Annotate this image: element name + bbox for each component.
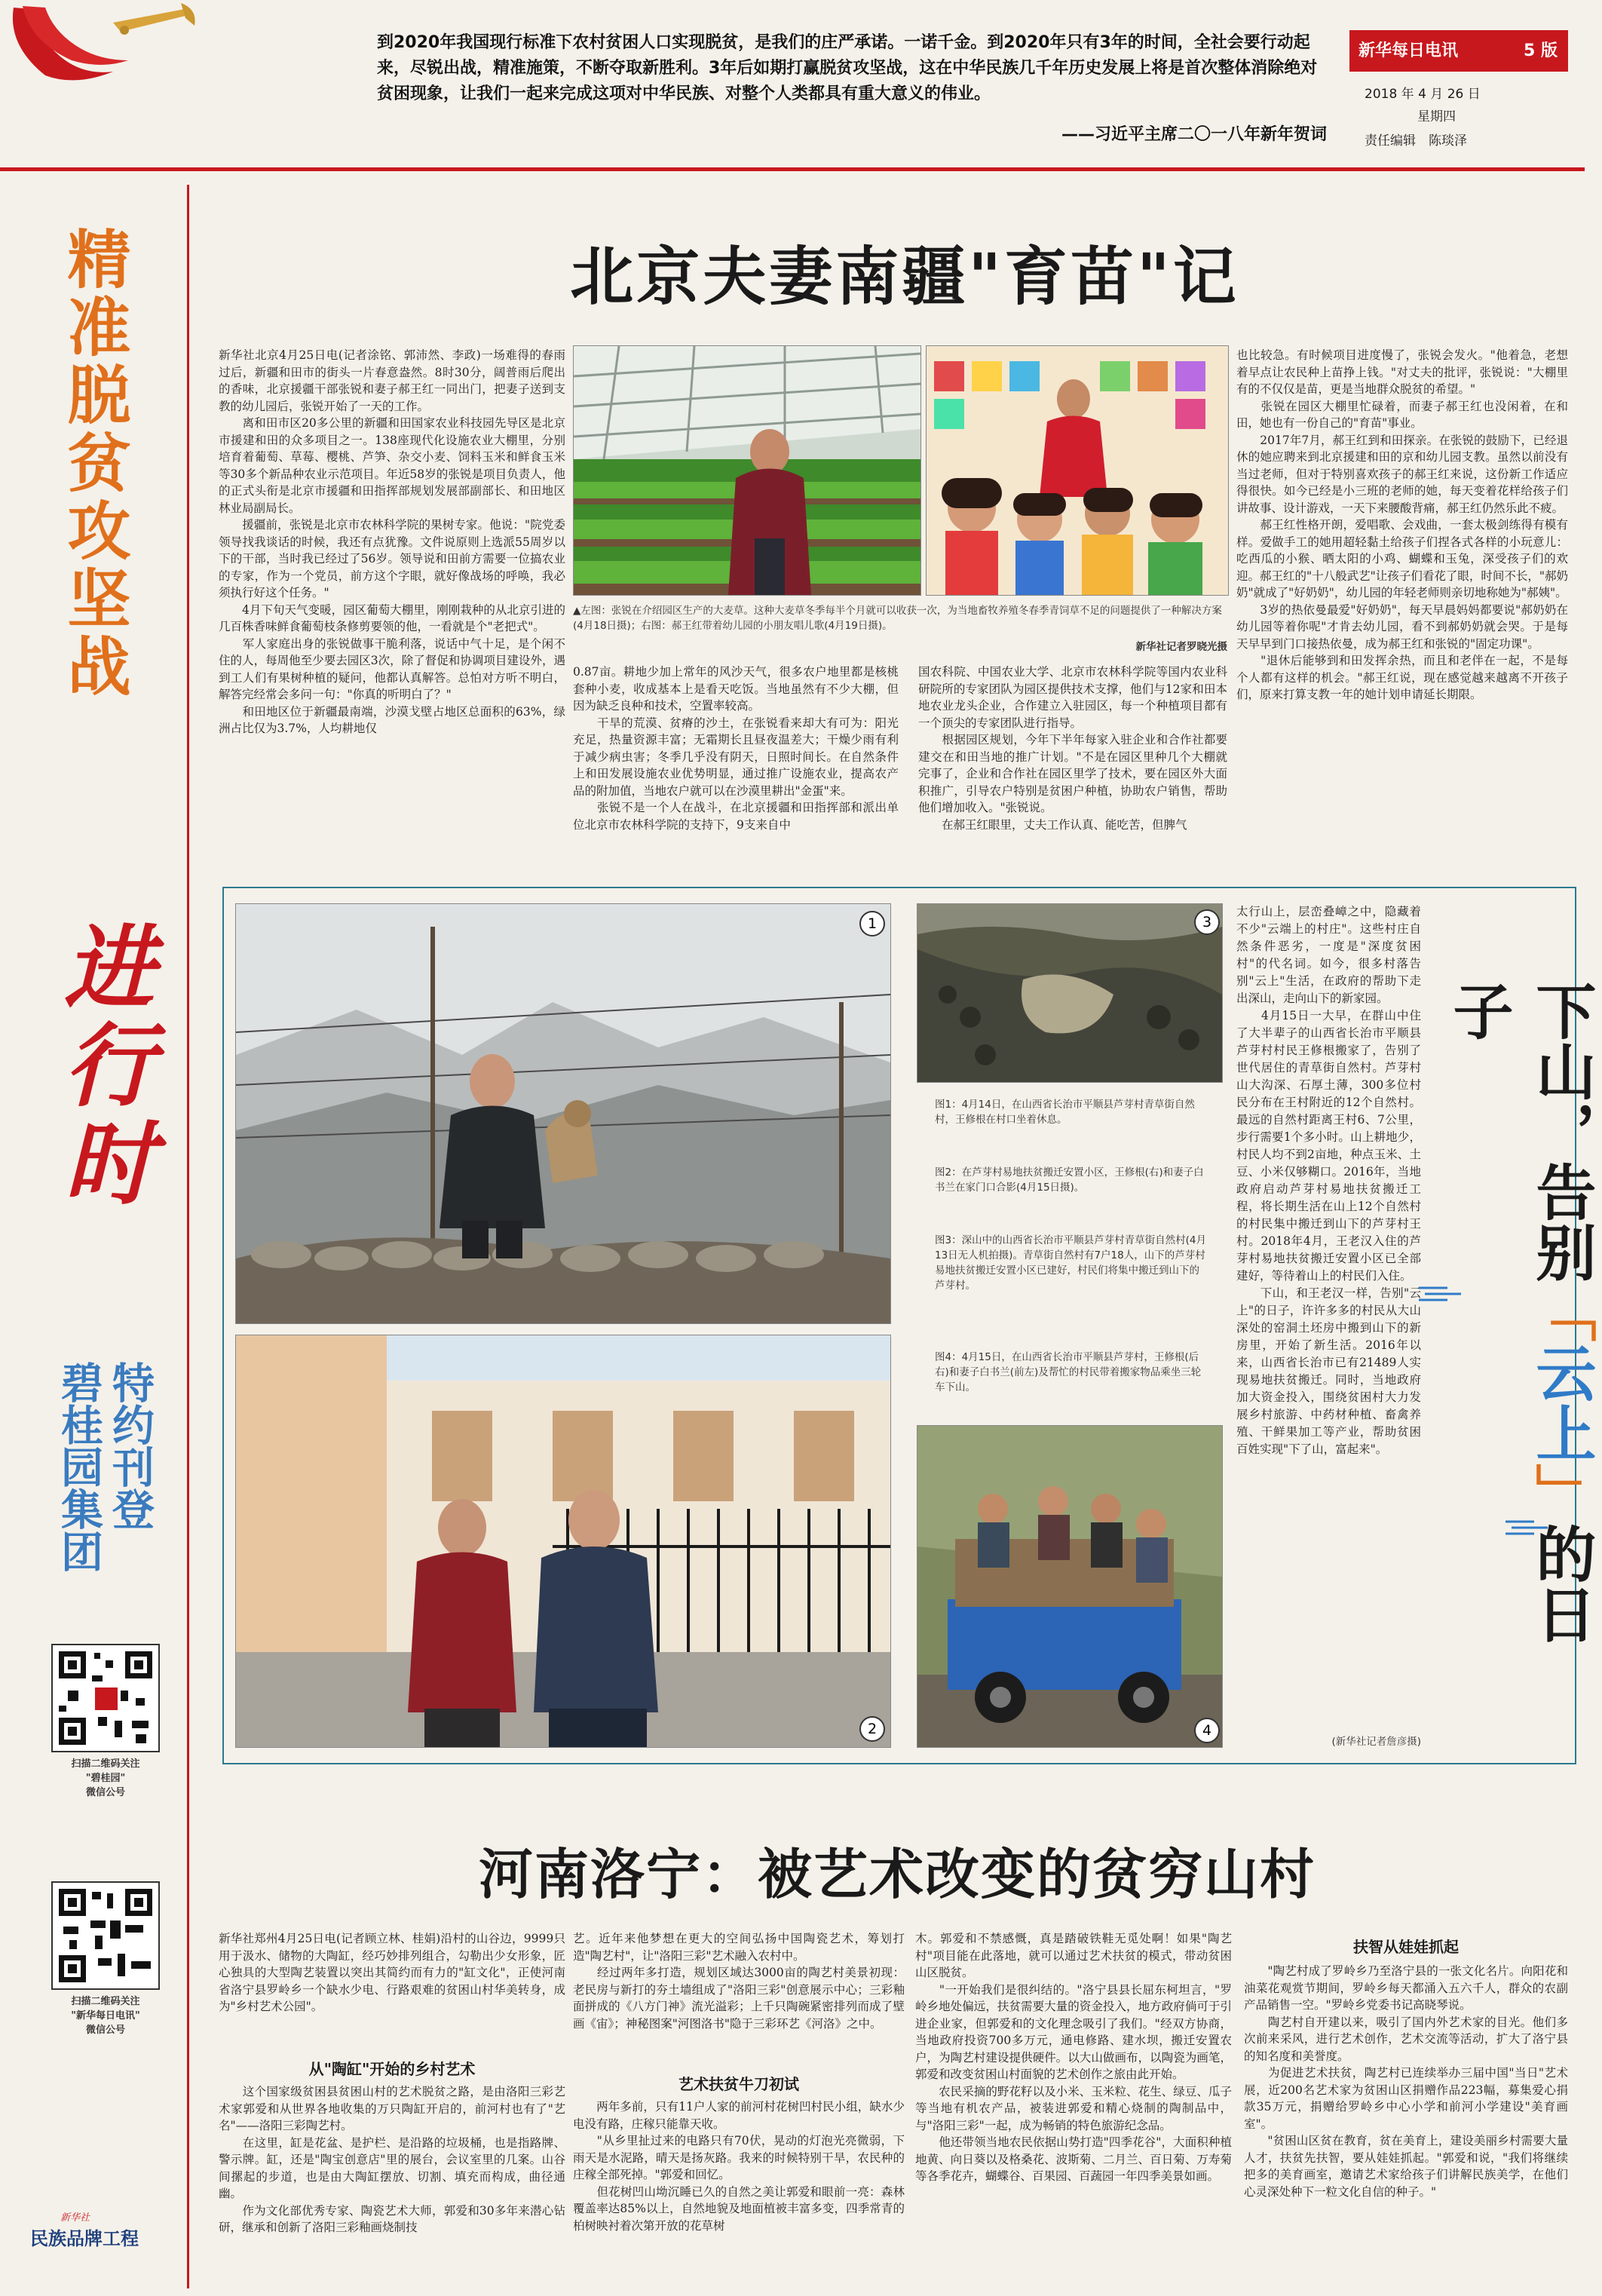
qr-code-2 xyxy=(51,1881,160,1990)
article3-col1-body: 这个国家级贫困县贫困山村的艺术脱贫之路，是由洛阳三彩艺术家郭爱和从世界各地收集的万只陶缸开启的，前河村也有了"艺名"——洛阳三彩陶艺村。 在这里，缸是花盆、是护栏、是沿路的垃圾桶，也是指路牌、警示牌。缸，还是"陶宝创意店"里的展台，会议室里的几案。山谷间摞起的步道，也是由大陶缸摆放、切割、填充而构成，曲径通幽。 作为文化部优秀专家、陶瓷艺术大师，郭爱和30多年来潜心钻研，继承和创新了洛阳三彩釉画烧制技 xyxy=(219,2085,565,2234)
issue-weekday: 星期四 xyxy=(1417,109,1456,124)
article2-badge-2: 2 xyxy=(859,1716,885,1742)
sidebar-red-rule xyxy=(187,185,189,2288)
header-divider xyxy=(0,167,1585,171)
paper-name: 新华每日电讯 xyxy=(1358,41,1459,60)
article2-photo-2 xyxy=(235,1335,891,1748)
sponsor-title: 特约刊登 xyxy=(106,1361,155,1530)
article3-col3: 木。郭爱和不禁感慨，真是踏破铁鞋无觅处啊！如果"陶艺村"项目能在此落地，就可以通过艺术扶贫的模式，带动贫困山区脱贫。 "一开始我们是很纠结的。"洛宁县县长屈东柯坦言，"罗岭乡地处偏远，扶贫需要大量的资金投入，地方政府倘可于引进企业家，但郭爱和的文化理念吸引了我们。"经双方协商，当地政府投资700多万元，通电修路、建水坝，搬迁安置农户，为陶艺村建设提供硬件。以大山做画布，以陶瓷为画笔，郭爱和改变贫困山村面貌的艺术创作之旅由此开始。 农民采摘的野花籽以及小米、玉米粒、花生、绿豆、瓜子等当地有机农产品，被装进郭爱和精心烧制的陶制品中，与"洛阳三彩"一起，成为畅销的特色旅游纪念品。 他还带领当地农民依据山势打造"四季花谷"，大面积种植地黄、向日葵以及格桑花、波斯菊、二月兰、百日菊、万寿菊等各季花卉，蝴蝶谷、百果园、百蔬园一年四季美景如画。 xyxy=(915,1932,1232,2183)
article2-title-bracket-close: 」 xyxy=(1526,1463,1596,1523)
brand-logo-text: 民族品牌工程 xyxy=(30,2228,139,2249)
article3-title: 河南洛宁：被艺术改变的贫穷山村 xyxy=(478,1843,1316,1906)
brand-project-logo xyxy=(30,2209,181,2255)
article2-title-highlight: 云上 xyxy=(1526,1342,1596,1463)
article2-title-bracket-open: 「 xyxy=(1526,1282,1596,1342)
article1-col3: 国农科院、中国农业大学、北京市农林科学院等国内农业科研院所的专家团队为园区提供技术支撑，他们与12家和田本地农业龙头企业，合作建立入驻园区，每一个种植项目都有一个顶尖的专家团队进行指导。 根据园区规划，今年下半年每家入驻企业和合作社都要建交在和田当地的推广计划。"不是在园区里种几个大棚就完事了，企业和合作社在园区里学了技术，要在园区外大面积推广，引导农户特别是贫困户种植，协助农户销售，帮助他们增加收入。"张锐说。 在郝王红眼里，丈夫工作认真、能吃苦，但脾气 xyxy=(918,665,1227,832)
article2-vertical-title xyxy=(1436,980,1596,1697)
article1-photo-credit: 新华社记者罗晓光摄 xyxy=(1135,641,1227,653)
article1-photo-kindergarten xyxy=(926,345,1229,596)
header-quote-source: ——习近平主席二〇一八年新年贺词 xyxy=(1061,125,1327,144)
article3-col1 xyxy=(219,1930,565,2285)
article2-caption-1: 图1：4月14日，在山西省长治市平顺县芦芽村青草街自然村，王修根在村口坐着休息。 xyxy=(935,1099,1195,1126)
article2-body: 太行山上，层峦叠嶂之中，隐藏着不少"云端上的村庄"。这些村庄自然条件恶劣，一度是"深度贫困村"的代名词。如今，很多村落告别"云上"生活，在政府的帮助下走出深山，走向山下的新家园。 4月15日一大早，在群山中住了大半辈子的山西省长治市平顺县芦芽村村民王修根搬家了，告别了世代居住的青草街自然村。芦芽村山大沟深、石厚土薄，300多位村民分布在王村附近的12个自然村。最远的自然村距离王村6、7公里，步行需要1个多小时。山上耕地少，村民人均不到2亩地，种点玉米、土豆、小米仅够糊口。2016年，当地政府启动芦芽村易地扶贫搬迁工程，将长期生活在山上12个自然村的村民集中搬迁到山下的芦芽村王村。2018年4月，王老汉入住的芦芽村易地扶贫搬迁安置小区已全部建好，等待着山上的村民们入住。 下山，和王老汉一样，告别"云上"的日子，许许多多的村民从大山深处的窑洞土坯房中搬到山下的新房里，开始了新生活。2016年以来，山西省长治市已有21489人实现易地扶贫搬迁。同时，当地政府加大资金投入，围绕贫困村大力发展乡村旅游、中药材种植、畜禽养殖、干鲜果加工等产业，帮助贫困百姓实现"下了山，富起来"。 xyxy=(1236,905,1421,1456)
sidebar-main-title: 精准脱贫攻坚战 xyxy=(57,226,131,701)
article2-photo-3 xyxy=(917,903,1223,1083)
article2-caption-3: 图3：深山中的山西省长治市平顺县芦芽村青草街自然村(4月13日无人机拍摄)。青草街自然村有7户18人，山下的芦芽村易地扶贫搬迁安置小区已建好，村民们将集中搬迁到山下的芦芽村。 xyxy=(935,1234,1206,1292)
masthead-ribbon-logo xyxy=(0,0,219,89)
article2-photo-1 xyxy=(235,903,891,1324)
article2-title-part2: 的日子 xyxy=(1443,980,1596,1644)
article2-caption-2: 图2：在芦芽村易地扶贫搬迁安置小区，王修根(右)和妻子白书兰在家门口合影(4月15日摄)。 xyxy=(935,1166,1204,1194)
article1-photo-greenhouse xyxy=(573,345,921,596)
article3-col2 xyxy=(573,1930,905,2285)
article3-subhead-3: 扶智从娃娃抓起 xyxy=(1353,1938,1459,1956)
header-quote xyxy=(377,30,1319,107)
qr-caption-2: 扫描二维码关注 "新华每日电讯" 微信公号 xyxy=(71,1996,140,2036)
issue-date: 2018 年 4 月 26 日 xyxy=(1365,87,1481,102)
article1-col2: 0.87亩。耕地少加上常年的风沙天气，很多农户地里都是核桃套种小麦，收成基本上是看天吃饭。当地虽然有不少大棚，但因为缺乏良种和技术，空置率较高。 干旱的荒漠、贫瘠的沙土，在张锐看来却大有可为：阳光充足，热量资源丰富；无霜期长且昼夜温差大；干燥少雨有利于减少病虫害；冬季几乎没有阴天，日照时间长。在自然条件上和田发展设施农业优势明显，通过推广设施农业，提高农产品的附加值，当地农户就可以在沙漠里耕出"金蛋"来。 张锐不是一个人在战斗，在北京援疆和田指挥部和派出单位北京市农林科学院的支持下，9支来自中 xyxy=(573,665,899,832)
article2-badge-1: 1 xyxy=(859,911,885,936)
article3-col4-body: "陶艺村成了罗岭乡乃至洛宁县的一张文化名片。向阳花和油菜花观赏节期间，罗岭乡每天都涌入五六千人，群众的农副产品销售一空。"罗岭乡党委书记高晓琴说。 陶艺村自开建以来，吸引了国内外艺术家的目光。他们多次前来采风，进行艺术创作，艺术交流等活动，扩大了洛宁县的知名度和美誉度。 为促进艺术扶贫，陶艺村已连续举办三届中国"当日"艺术展，近200名艺术家为贫困山区捐赠作品223幅，募集爱心捐款35万元，捐赠给罗岭乡中心小学和前河小学建设"美育画室"。 "贫困山区贫在教育，贫在美育上，建设美丽乡村需要大量人才，扶贫先扶智，要从娃娃抓起。"郭爱和说，"我们将继续把多的美育画室，邀请艺术家给孩子们讲解民族美学，在他们心灵深处种下一粒文化自信的种子。" xyxy=(1244,1964,1568,2199)
article1-photo-caption: ▲左图：张锐在介绍园区生产的大麦草。这种大麦草冬季每半个月就可以收获一次，为当地畜牧养殖冬春季青饲草不足的问题提供了一种解决方案(4月18日摄)；右图：郝王红带着幼儿园的小朋友唱儿歌(4月19日摄)。 xyxy=(573,605,1222,632)
sponsor-name: 碧桂园集团 xyxy=(54,1361,103,1572)
article1-col4: 也比较急。有时候项目进度慢了，张锐会发火。"他着急，老想着早点让农民种上苗挣上钱。"对丈夫的批评，张锐说："大棚里有的不仅仅是苗，更是当地群众脱贫的希望。" 张锐在园区大棚里忙碌着，而妻子郝王红也没闲着，在和田，她也有一份自己的"育苗"事业。 2017年7月，郝王红到和田探亲。在张锐的鼓励下，已经退休的她应聘来到北京援建和田的京和幼儿园支教。虽然以前没有当过老师，但对于特别喜欢孩子的郝王红来说，这份新工作适应得很快。如今已经是小三班的老师的她，每天变着花样给孩子们讲故事、设计游戏，一天下来腰酸背痛，郝王红仍然乐此不疲。 郝王红性格开朗，爱唱歌、会戏曲，一套太极剑练得有模有样。爱做手工的她用超轻黏土给孩子们捏各式各样的小玩意儿：吃西瓜的小猴、晒太阳的小鸡、蝴蝶和玉兔，深受孩子们的欢迎。郝王红的"十八般武艺"让孩子们看花了眼，时间不长，"郝奶奶"就成了"好奶奶"，幼儿园的年轻老师则亲切地称她为"郝姨"。 3岁的热依曼最爱"好奶奶"，每天早晨妈妈都要说"郝奶奶在幼儿园等着你呢"才肯去幼儿园，看不到郝奶奶就会哭。于是每天早早到门口接热依曼，成为郝王红和张锐的"固定功课"。 "退休后能够到和田发挥余热，而且和老伴在一起，不是每个人都有这样的机会。"郝王红说，现在感觉越来越离不开孩子们，原来打算支教一年的她计划申请延长期限。 xyxy=(1236,348,1568,701)
article3-subhead-2: 艺术扶贫牛刀初试 xyxy=(678,2075,799,2093)
issue-editor: 责任编辑 陈琰泽 xyxy=(1365,133,1467,149)
cloud-ornament-icon-2 xyxy=(1504,1516,1549,1538)
article3-col1-lead: 新华社郑州4月25日电(记者顾立林、桂娟)沿村的山谷边，9999只用于汲水、储物的大陶缸，经巧妙排列组合，勾勒出少女形象，匠心独具的大型陶艺装置以突出其简约而有力的"缸文化"，正使河南省洛宁县罗岭乡一个缺水少电、行路艰难的贫困山村华美转身，成为"乡村艺术公园"。 xyxy=(219,1932,565,2013)
edition-number: 5 版 xyxy=(1524,41,1558,60)
header-quote-text: 到2020年我国现行标准下农村贫困人口实现脱贫，是我们的庄严承诺。一诺千金。到2020年只有3年的时间，全社会要行动起来，尽锐出战，精准施策，不断夺取新胜利。3年后如期打赢脱贫攻坚战，这在中华民族几千年历史发展上将是首次整体消除绝对贫困现象，让我们一起来完成这项对中华民族、对整个人类都具有重大意义的伟业。 xyxy=(377,33,1318,103)
article3-col2-body: 两年多前，只有11户人家的前河村花树凹村民小组，缺水少电没有路，庄稼只能靠天收。 "从乡里扯过来的电路只有70伏，晃动的灯泡光亮微弱，下雨天是水泥路，晴天是扬灰路。我来的时候特别干旱，农民种的庄稼全部死掉。"郭爱和回忆。 但花树凹山坳沉睡已久的自然之美让郭爱和眼前一亮：森林覆盖率达85%以上，自然地貌及地面植被丰富多变，四季常青的柏树映衬着次第开放的花草树 xyxy=(573,2100,905,2233)
qr-code-1 xyxy=(51,1644,160,1752)
article2-badge-4: 4 xyxy=(1194,1718,1220,1743)
article2-photo-4 xyxy=(917,1425,1223,1748)
article1-title: 北京夫妻南疆"育苗"记 xyxy=(570,240,1239,314)
article2-title-part1: 下山，告别 xyxy=(1526,980,1596,1282)
article3-col4 xyxy=(1244,1930,1568,2285)
cloud-ornament-icon xyxy=(1417,1282,1463,1304)
article2-credit: (新华社记者詹彦摄) xyxy=(1331,1736,1421,1748)
article2-badge-3: 3 xyxy=(1194,909,1220,935)
article2-caption-4: 图4：4月15日，在山西省长治市平顺县芦芽村，王修根(后右)和妻子白书兰(前左)及帮忙的村民带着搬家物品乘坐三轮车下山。 xyxy=(935,1351,1202,1393)
article3-subhead-1: 从"陶缸"开始的乡村艺术 xyxy=(308,2060,476,2078)
article3-col2-top: 艺。近年来他梦想在更大的空间弘扬中国陶瓷艺术，筹划打造"陶艺村"，让"洛阳三彩"艺术融入农村中。 经过两年多打造，规划区域达3000亩的陶艺村美景初现：老民房与新打的夯土墙组成了"洛阳三彩"创意展示中心；三彩釉面拼成的《八方门神》流光溢彩；上千只陶碗紧密排列而成了壁画《宙》；神秘图案"河图洛书"隐于三彩环艺《河洛》之中。 xyxy=(573,1932,905,2031)
edition-box xyxy=(1349,30,1568,72)
sidebar-calligraphy: 进行时 xyxy=(49,920,155,1214)
qr-caption-1: 扫描二维码关注 "碧桂园" 微信公号 xyxy=(71,1758,140,1798)
brand-logo-small: 新华社 xyxy=(60,2212,90,2224)
article1-col1: 新华社北京4月25日电(记者涂铭、郭沛然、李政)一场难得的春雨过后，新疆和田市的街头一片春意盎然。8时30分，阔普雨后爬出的香味，北京援疆干部张锐和妻子郝王红一同出门，把妻子送到支教的幼儿园后，张锐开始了一天的工作。 离和田市区20多公里的新疆和田国家农业科技园先导区是北京市援建和田的众多项目之一。138座现代化设施农业大棚里，分别培育着葡萄、草莓、樱桃、芦笋、杂交小麦、饲料玉米和鲜食玉米等30多个新品种农业示范项目。年近58岁的张锐是项目负责人，他的正式头衔是北京市援疆和田指挥部规划发展部副部长、和田地区林业局副局长。 援疆前，张锐是北京市农林科学院的果树专家。他说："院党委领导找我谈话的时候，我还有点犹豫。文件说原则上选派55周岁以下的干部，当时我已经过了56岁。领导说和田前方需要一位搞农业的专家，作为一个党员，前方这个字眼，就好像战场的呼唤，我必须执行好这个任务。" 4月下旬天气变暖，园区葡萄大棚里，刚刚栽种的从北京引进的几百株香味鲜食葡萄枝条修剪要领的他，一看就是个"老把式"。 军人家庭出身的张锐做事干脆利落，说话中气十足，是个闲不住的人，每周他至少要去园区3次，除了督促和协调项目建设外，遇到工人们有果树种植的疑问，他都认真解答。总怕对方听不明白，解答完经常会多问一句："你真的听明白了？" 和田地区位于新疆最南端，沙漠戈壁占地区总面积的63%，绿洲占比仅为3.7%，人均耕地仅 xyxy=(219,348,565,735)
